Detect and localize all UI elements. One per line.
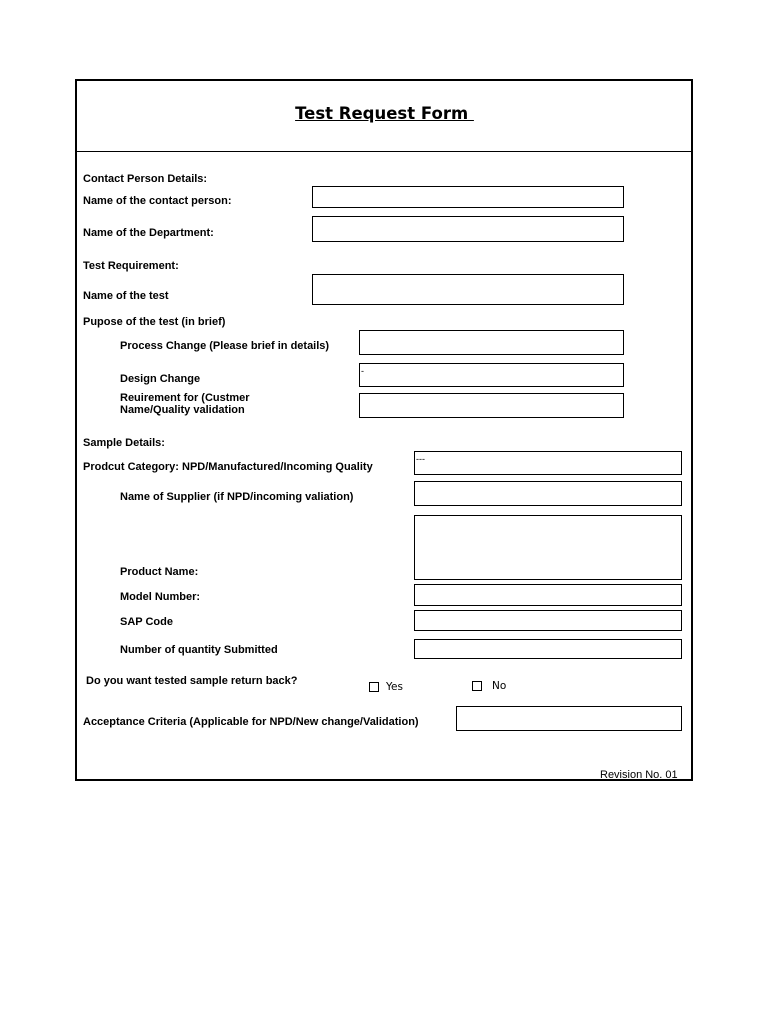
form-title: Test Request Form bbox=[295, 104, 474, 123]
revision-number: Revision No. 01 bbox=[600, 769, 678, 781]
contact-section-heading: Contact Person Details: bbox=[83, 173, 208, 185]
test-requirement-heading: Test Requirement: bbox=[83, 260, 179, 272]
acceptance-criteria-label: Acceptance Criteria (Applicable for NPD/New change/Validation) bbox=[83, 716, 419, 728]
sap-code-field[interactable] bbox=[414, 610, 682, 631]
test-name-label: Name of the test bbox=[83, 290, 169, 302]
sap-code-label: SAP Code bbox=[120, 616, 173, 628]
yes-label: Yes bbox=[386, 681, 403, 693]
product-category-field[interactable] bbox=[414, 451, 682, 475]
title-divider bbox=[76, 151, 693, 152]
product-name-label: Product Name: bbox=[120, 566, 199, 578]
sample-details-heading: Sample Details: bbox=[83, 437, 165, 449]
supplier-field[interactable] bbox=[414, 481, 682, 506]
design-change-label: Design Change bbox=[120, 373, 201, 385]
quantity-label: Number of quantity Submitted bbox=[120, 644, 278, 656]
product-category-label: Prodcut Category: bbox=[83, 461, 179, 473]
model-number-label: Model Number: bbox=[120, 591, 201, 603]
requirement-label-line1: Reuirement for (Custmer bbox=[120, 392, 250, 404]
return-sample-question: Do you want tested sample return back? bbox=[86, 675, 298, 687]
acceptance-criteria-field[interactable] bbox=[456, 706, 682, 731]
model-number-field[interactable] bbox=[414, 584, 682, 606]
department-label: Name of the Department: bbox=[83, 227, 214, 239]
yes-checkbox[interactable] bbox=[369, 682, 379, 692]
contact-name-field[interactable] bbox=[312, 186, 624, 208]
contact-name-label: Name of the contact person: bbox=[83, 195, 232, 207]
product-category-options: NPD/Manufactured/Incoming Quality bbox=[182, 461, 373, 473]
department-field[interactable] bbox=[312, 216, 624, 242]
design-change-value: - bbox=[361, 366, 364, 376]
quantity-field[interactable] bbox=[414, 639, 682, 659]
design-change-field[interactable] bbox=[359, 363, 624, 387]
product-category-value: --- bbox=[416, 454, 425, 464]
requirement-field[interactable] bbox=[359, 393, 624, 418]
no-label: No bbox=[492, 680, 507, 692]
supplier-label: Name of Supplier (if NPD/incoming valiation) bbox=[120, 491, 354, 503]
requirement-label-line2: Name/Quality validation bbox=[120, 404, 245, 416]
process-change-label: Process Change (Please brief in details) bbox=[120, 340, 330, 352]
product-name-field[interactable] bbox=[414, 515, 682, 580]
no-checkbox[interactable] bbox=[472, 681, 482, 691]
test-name-field[interactable] bbox=[312, 274, 624, 305]
process-change-field[interactable] bbox=[359, 330, 624, 355]
purpose-label: Pupose of the test (in brief) bbox=[83, 316, 226, 328]
